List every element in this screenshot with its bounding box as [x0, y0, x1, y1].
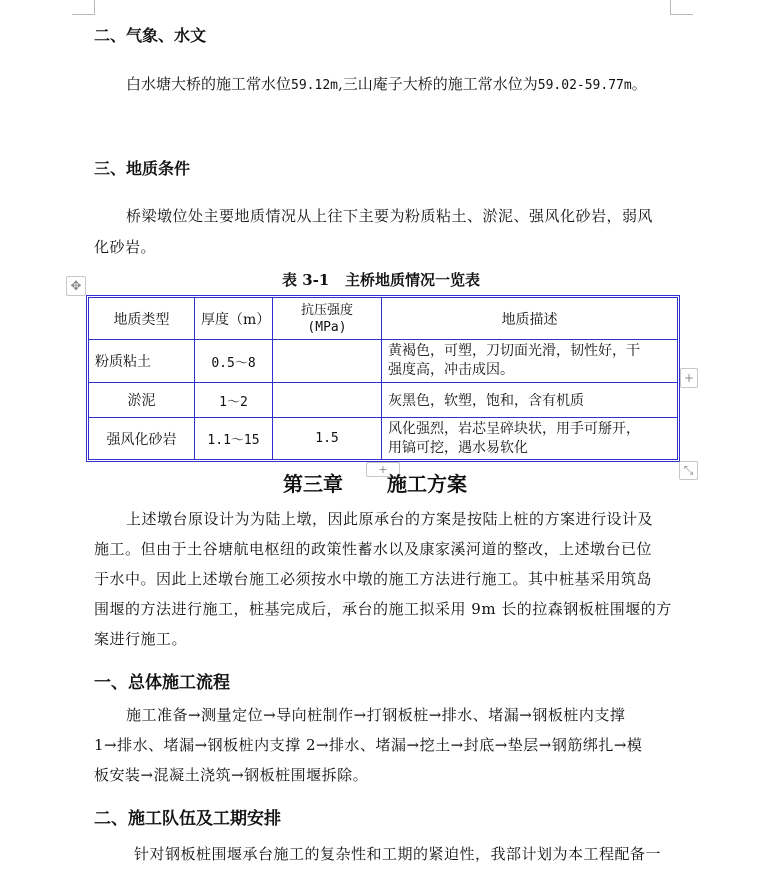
cell-strength — [273, 340, 382, 383]
cell-description — [382, 418, 678, 460]
cell-type: 强风化砂岩 — [89, 418, 195, 460]
water-level-text-1: 白水塘大桥的施工常水位 — [126, 75, 292, 93]
header-cell-type: 地质类型 — [89, 298, 195, 340]
chapter-name: 施工方案 — [387, 472, 467, 496]
section-heading-geology: 三、地质条件 — [94, 159, 191, 178]
header-strength-label: 抗压强度 — [300, 302, 353, 318]
water-level-value-1: 59.12m — [291, 78, 338, 93]
section-heading-team: 二、施工队伍及工期安排 — [94, 809, 281, 829]
page-corner-mark-right — [670, 0, 693, 15]
water-level-paragraph — [126, 73, 647, 94]
table-caption: 表 3-1 主桥地质情况一览表 — [282, 271, 480, 289]
section-heading-climate: 二、气象、水文 — [94, 26, 207, 45]
header-cell-strength — [273, 298, 382, 340]
section-heading-flow: 一、总体施工流程 — [94, 673, 230, 693]
chapter-title — [283, 468, 467, 497]
cell-strength — [273, 383, 382, 418]
flow-line: 1→排水、堵漏→钢板桩内支撑 2→排水、堵漏→挖土→封底→垫层→钢筋绑扎→模 — [94, 736, 643, 754]
cell-strength: 1.5 — [273, 418, 382, 460]
intro-line: 于水中。因此上述墩台施工必须按水中墩的施工方法进行施工。其中桩基采用筑岛 — [94, 570, 653, 588]
geology-paragraph-line-1: 桥梁墩位处主要地质情况从上往下主要为粉质粘土、淤泥、强风化砂岩，弱风 — [126, 207, 654, 225]
water-level-value-2: 59.02-59.77m — [537, 78, 632, 93]
table-resize-handle-icon[interactable]: ⤡ — [679, 461, 698, 480]
intro-line: 围堰的方法进行施工，桩基完成后，承台的施工拟采用 9m 长的拉森钢板桩围堰的方 — [94, 600, 672, 618]
intro-line: 案进行施工。 — [94, 630, 188, 648]
intro-line: 施工。但由于土谷塘航电枢纽的政策性蓄水以及康家溪河道的整改，上述墩台已位 — [94, 540, 653, 558]
flow-paragraph — [94, 700, 642, 790]
cell-type: 粉质粘土 — [89, 340, 195, 383]
cell-description-line: 强度高，冲击成因。 — [388, 362, 514, 378]
geology-paragraph-line-2: 化砂岩。 — [94, 238, 157, 256]
add-row-button[interactable]: + — [366, 462, 400, 477]
team-paragraph-line-1: 针对钢板桩围堰承台施工的复杂性和工期的紧迫性，我部计划为本工程配备一 — [134, 845, 662, 863]
cell-thickness: 0.5～8 — [195, 340, 273, 383]
page-corner-mark-left — [72, 0, 95, 15]
header-cell-description: 地质描述 — [382, 298, 678, 340]
cell-thickness: 1～2 — [195, 383, 273, 418]
cell-description: 灰黑色，软塑，饱和，含有机质 — [382, 383, 678, 418]
intro-paragraph — [94, 504, 672, 654]
header-strength-unit: (MPa) — [307, 319, 347, 335]
cell-description-line: 用镐可挖，遇水易软化 — [388, 439, 528, 456]
header-cell-thickness: 厚度（m） — [195, 298, 273, 340]
table-row — [89, 383, 678, 418]
chapter-number: 第三章 — [283, 472, 343, 496]
cell-type: 淤泥 — [89, 383, 195, 418]
water-level-text-2: ,三山庵子大桥的施工常水位为 — [337, 75, 538, 93]
table-row — [89, 340, 678, 383]
table-header-row — [89, 298, 678, 340]
flow-line: 板安装→混凝土浇筑→钢板桩围堰拆除。 — [94, 766, 369, 784]
add-column-button[interactable]: + — [680, 368, 698, 388]
cell-description-line: 风化强烈，岩芯呈碎块状，用手可掰开， — [388, 420, 640, 437]
cell-description-line: 黄褐色，可塑，刀切面光滑，韧性好，干 — [388, 343, 640, 359]
flow-line: 施工准备→测量定位→导向桩制作→打钢板桩→排水、堵漏→钢板桩内支撑 — [126, 706, 626, 724]
table-move-handle-icon[interactable]: ✥ — [66, 276, 86, 296]
cell-description — [382, 340, 678, 383]
geology-table — [88, 297, 678, 460]
intro-line: 上述墩台原设计为为陆上墩，因此原承台的方案是按陆上桩的方案进行设计及 — [126, 510, 654, 528]
cell-thickness: 1.1～15 — [195, 418, 273, 460]
table-row — [89, 418, 678, 460]
water-level-text-3: 。 — [631, 75, 647, 93]
